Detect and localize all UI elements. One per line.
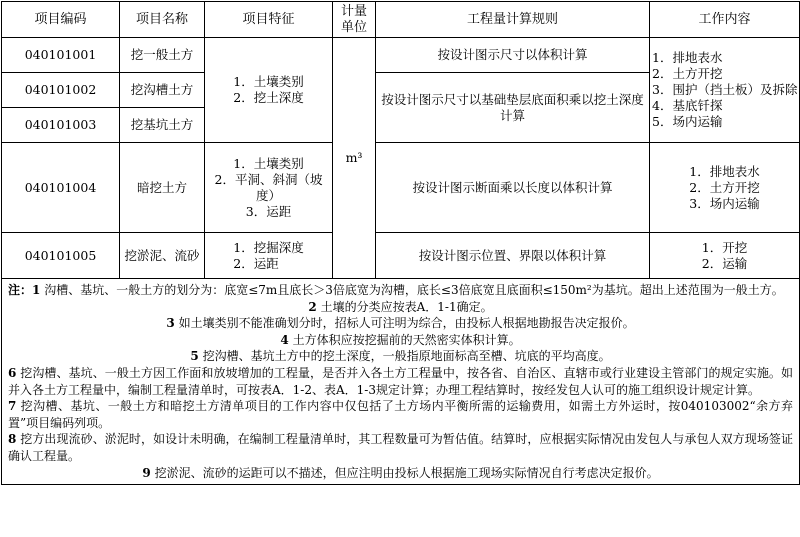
header-name: 项目名称 [120,2,205,38]
unit-cell: m³ [333,38,376,279]
header-features: 项目特征 [205,2,333,38]
features-cell [205,143,333,233]
note-7: 7 挖沟槽、基坑、一般土方和暗挖土方清单项目的工作内容中仅包括了土方场内平衡所需的运输费用，如需土方外运时，按040103002“余方弃置”项目编码列项。 [8,399,793,430]
header-work: 工作内容 [650,2,800,38]
note-8: 8 挖方出现流砂、淤泥时，如设计未明确，在编制工程量清单时，其工程数量可为暂估值。结算时，应根据实际情况由发包人与承包人双方现场签证确认工程量。 [8,432,793,463]
feature-item: 1．挖掘深度 [233,239,304,255]
notes-row [2,279,800,485]
note-2: 2 土壤的分类应按表A．1-1确定。 [308,299,493,314]
item-code: 040101005 [2,233,120,279]
item-code: 040101004 [2,143,120,233]
work-content-cell [650,233,800,279]
feature-item: 1．土壤类别 [233,155,304,171]
work-item: 3．围护（挡土板）及拆除 [652,82,798,97]
item-code: 040101001 [2,38,120,73]
item-name: 挖沟槽土方 [120,73,205,108]
feature-item: 1．土壤类别 [233,74,304,89]
item-code: 040101003 [2,108,120,143]
work-item: 2．土方开挖 [652,66,723,81]
feature-item: 3．运距 [245,203,292,219]
page [0,1,800,537]
header-code: 项目编码 [2,2,120,38]
header-unit: 计量单位 [333,2,376,38]
notes-cell [2,279,800,485]
work-item: 2．运输 [701,255,748,271]
note-6: 6 挖沟槽、基坑、一般土方因工作面和放坡增加的工程量，是否并入各土方工程量中，按各省、自治区、直辖市或行业建设主管部门的规定实施。如并入各土方工程量中，编制工程量清单时，可按表A．1-2、表A．1-3规定计算；办理工程结算时，按经发包人认可的施工组织设计规定计算。 [8,365,793,397]
bill-of-quantities-table [1,1,800,485]
rule-cell: 按设计图示尺寸以体积计算 [376,38,650,73]
table-header-row [2,2,800,38]
item-name: 挖基坑土方 [120,108,205,143]
note-4: 4 土方体积应按挖掘前的天然密实体积计算。 [280,332,521,347]
work-content-cell [650,143,800,233]
feature-item: 2．平洞、斜洞（坡度） [214,171,323,203]
note-5: 5 挖沟槽、基坑土方中的挖土深度，一般指原地面标高至槽、坑底的平均高度。 [190,349,611,364]
work-content-cell [650,38,800,143]
table-row [2,143,800,233]
item-name: 挖一般土方 [120,38,205,73]
table-row [2,38,800,73]
work-item: 5．场内运输 [652,114,723,129]
table-row [2,233,800,279]
work-item: 3．场内运输 [689,195,760,211]
header-rule: 工程量计算规则 [376,2,650,38]
features-cell [205,38,333,143]
feature-item: 2．运距 [233,255,279,271]
item-code: 040101002 [2,73,120,108]
work-item: 1．排地表水 [689,163,760,179]
work-item: 1．排地表水 [652,50,723,65]
rule-cell: 按设计图示位置、界限以体积计算 [376,233,650,279]
work-item: 2．土方开挖 [689,179,760,195]
feature-item: 2．挖土深度 [233,90,304,105]
rule-cell: 按设计图示尺寸以基础垫层底面积乘以挖土深度计算 [376,73,650,143]
features-cell [205,233,333,279]
note-9: 9 挖淤泥、流砂的运距可以不描述，但应注明由投标人根据施工现场实际情况自行考虑决定报价。 [142,465,659,480]
item-name: 暗挖土方 [120,143,205,233]
rule-cell: 按设计图示断面乘以长度以体积计算 [376,143,650,233]
note-1: 注：1 沟槽、基坑、一般土方的划分为：底宽≤7m且底长＞3倍底宽为沟槽，底长≤3倍底宽且底面积≤150m²为基坑。超出上述范围为一般土方。 [8,283,784,297]
work-item: 1．开挖 [701,239,748,255]
work-item: 4．基底钎探 [652,98,723,113]
note-3: 3 如土壤类别不能准确划分时，招标人可注明为综合，由投标人根据地勘报告决定报价。 [166,316,635,331]
item-name: 挖淤泥、流砂 [120,233,205,279]
